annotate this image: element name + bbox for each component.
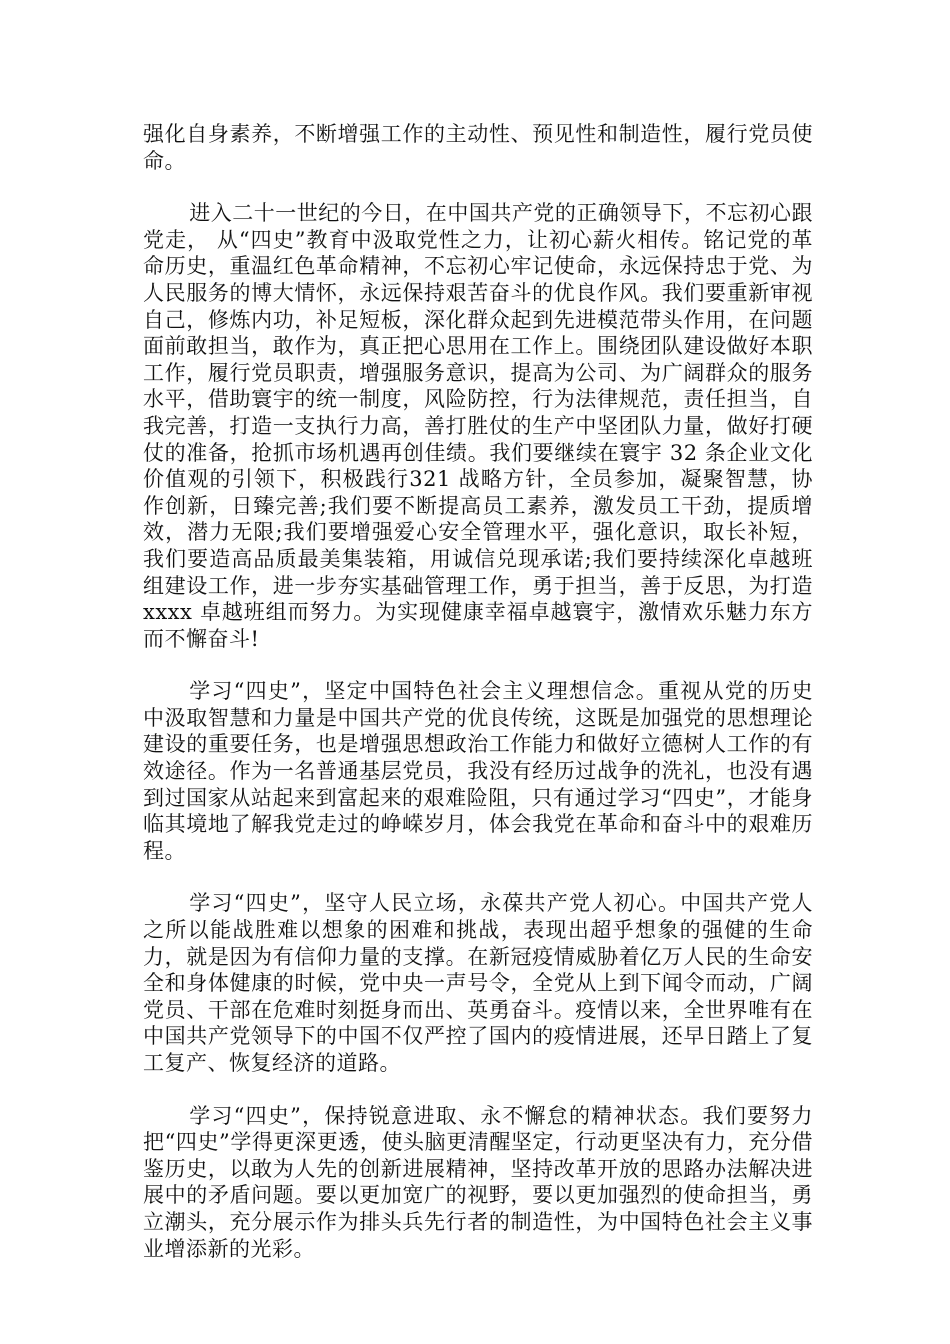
paragraph-4: 学习“四史”，坚守人民立场，永葆共产党人初心。中国共产党人之所以能战胜难以想象的困难和挑战，表现出超乎想象的强健的生命力，就是因为有信仰力量的支撑。在新冠疫情威胁着亿万人民的生命安全和身体健康的时候，党中央一声号令，全党从上到下闻令而动，广阔党员、干部在危难时刻挺身而出、英勇奋斗。疫情以来，全世界唯有在中国共产党领导下的中国不仅严控了国内的疫情进展，还早日踏上了复工复产、恢复经济的道路。 xyxy=(143,891,813,1075)
paragraph-5: 学习“四史”，保持锐意进取、永不懈怠的精神状态。我们要努力把“四史”学得更深更透，使头脑更清醒坚定，行动更坚决有力，充分借鉴历史，以敢为人先的创新进展精神，坚持改革开放的思路办法解决进展中的矛盾问题。要以更加宽广的视野，要以更加强烈的使命担当，勇立潮头，充分展示作为排头兵先行者的制造性，为中国特色社会主义事业增添新的光彩。 xyxy=(143,1103,813,1261)
paragraph-2: 进入二十一世纪的今日，在中国共产党的正确领导下，不忘初心跟党走， 从“四史”教育中汲取党性之力，让初心薪火相传。铭记党的革命历史，重温红色革命精神，不忘初心牢记使命，永远保持忠于党、为人民服务的博大情怀，永远保持艰苦奋斗的优良作风。我们要重新审视自己，修炼内功，补足短板，深化群众起到先进模范带头作用，在问题面前敢担当，敢作为，真正把心思用在工作上。围绕团队建设做好本职工作，履行党员职责，增强服务意识，提高为公司、为广阔群众的服务水平，借助寰宇的统一制度，风险防控，行为法律规范，责任担当，自我完善，打造一支执行力高，善打胜仗的生产中坚团队力量，做好打硬仗的准备，抢抓市场机遇再创佳绩。我们要继续在寰宇 32 条企业文化价值观的引领下，积极践行321 战略方针，全员参加，凝聚智慧，协作创新，日臻完善;我们要不断提高员工素养，激发员工干劲，提质增效，潜力无限;我们要增强爱心安全管理水平，强化意识，取长补短，我们要造高品质最美集装箱，用诚信兑现承诺;我们要持续深化卓越班组建设工作，进一步夯实基础管理工作，勇于担当，善于反思，为打造 xxxx 卓越班组而努力。为实现健康幸福卓越寰宇，激情欢乐魅力东方而不懈奋斗! xyxy=(143,201,813,651)
document-body xyxy=(143,121,813,1288)
paragraph-3: 学习“四史”，坚定中国特色社会主义理想信念。重视从党的历史中汲取智慧和力量是中国共产党的优良传统，这既是加强党的思想理论建设的重要任务，也是增强思想政治工作能力和做好立德树人工作的有效途径。作为一名普通基层党员，我没有经历过战争的洗礼，也没有遇到过国家从站起来到富起来的艰难险阻，只有通过学习“四史”，才能身临其境地了解我党走过的峥嵘岁月，体会我党在革命和奋斗中的艰难历程。 xyxy=(143,679,813,863)
paragraph-1: 强化自身素养，不断增强工作的主动性、预见性和制造性，履行党员使命。 xyxy=(143,122,813,173)
